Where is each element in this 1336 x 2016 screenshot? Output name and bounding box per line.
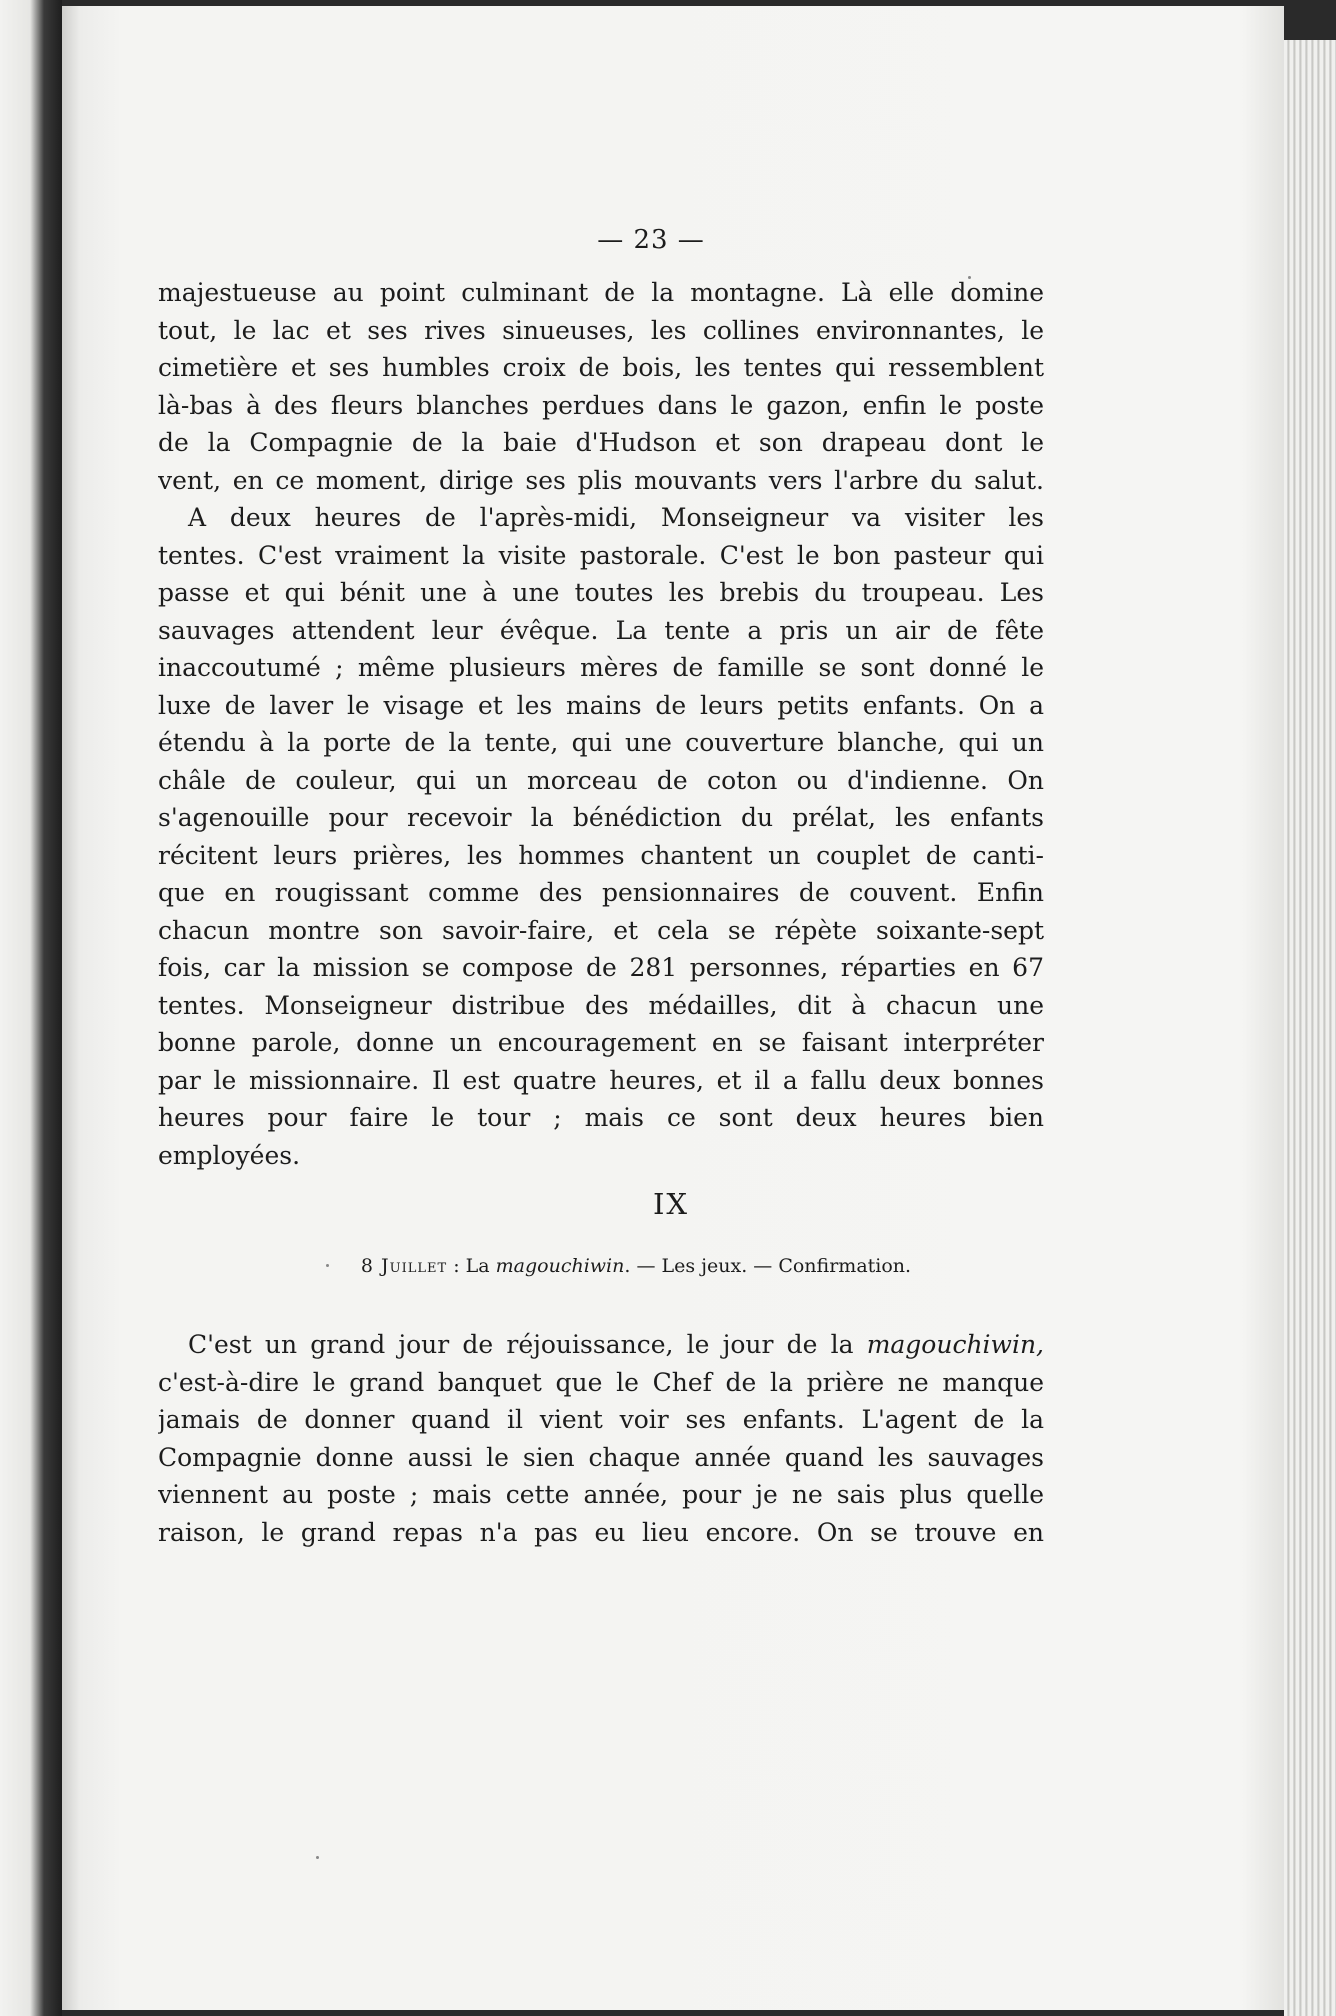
paragraph-1 [158,274,1044,499]
book-binding [0,0,62,2016]
text-line: que en rougissant comme des pensionnaires de couvent. Enfin [158,878,1044,907]
subtitle-date: 8 Juillet [360,1255,448,1277]
text-line: bonne parole, donne un encouragement en se faisant interpréter [158,1028,1044,1057]
text-line: majestueuse au point culminant de la montagne. Là elle domine [158,278,1044,307]
text-line: par le missionnaire. Il est quatre heures, et il a fallu deux bonnes [158,1065,1044,1095]
text-line: sauvages attendent leur évêque. La tente a pris un air de fête [158,615,1044,645]
text-line: heures pour faire le tour ; mais ce sont deux heures bien [158,1103,1044,1132]
text-line: vent, en ce moment, dirige ses plis mouvants vers l'arbre du salut. [158,465,1044,495]
text-line [158,1326,1044,1364]
subtitle-separator: : La [447,1255,496,1277]
text-line: jamais de donner quand il vient voir ses enfants. L'agent de la [158,1405,1044,1434]
page-speck [316,1856,319,1859]
paragraph-2 [158,499,1044,1174]
text-line: raison, le grand repas n'a pas eu lieu encore. On se trouve en [158,1517,1044,1547]
text-line: luxe de laver le visage et les mains de leurs petits enfants. On a [158,690,1044,720]
chapter-heading: IX [652,1187,690,1221]
text-line: viennent au poste ; mais cette année, pour je ne sais plus quelle [158,1480,1044,1509]
text-line-italic: magouchiwin, [866,1330,1044,1359]
page-text [158,220,1044,1551]
text-line: tentes. C'est vraiment la visite pastorale. C'est le bon pasteur qui [158,540,1044,570]
chapter-subtitle [228,1252,1044,1280]
text-line: c'est-à-dire le grand banquet que le Chef de la prière ne manque [158,1367,1044,1397]
text-line: cimetière et ses humbles croix de bois, les tentes qui ressemblent [158,353,1044,382]
text-line: employées. [158,1140,301,1170]
text-line: de la Compagnie de la baie d'Hudson et son drapeau dont le [158,428,1044,457]
text-line: récitent leurs prières, les hommes chantent un couplet de canti- [158,840,1044,870]
text-line: tout, le lac et ses rives sinueuses, les collines environnantes, le [158,315,1044,345]
text-line: fois, car la mission se compose de 281 personnes, réparties en 67 [158,953,1044,982]
subtitle-rest: . — Les jeux. — Confirmation. [624,1255,912,1277]
text-line: là-bas à des fleurs blanches perdues dans le gazon, enfin le poste [158,390,1044,420]
paragraph-3 [158,1326,1044,1551]
text-line: s'agenouille pour recevoir la bénédiction du prélat, les enfants [158,803,1044,832]
text-line: Compagnie donne aussi le sien chaque année quand les sauvages [158,1442,1044,1472]
text-line: tentes. Monseigneur distribue des médailles, dit à chacun une [158,990,1044,1020]
text-line: châle de couleur, qui un morceau de coton ou d'indienne. On [158,765,1044,795]
text-line: chacun montre son savoir-faire, et cela se répète soixante-sept [158,915,1044,945]
text-line: passe et qui bénit une à une toutes les brebis du troupeau. Les [158,578,1044,607]
text-line: inaccoutumé ; même plusieurs mères de famille se sont donné le [158,653,1044,682]
book-fore-edge [1284,40,1336,2016]
text-line: étendu à la porte de la tente, qui une couverture blanche, qui un [158,728,1044,757]
text-line-start: C'est un grand jour de réjouissance, le jour de la [188,1330,867,1359]
text-line: A deux heures de l'après-midi, Monseigneur va visiter les [188,503,1044,532]
page-number: — 23 — [597,225,705,255]
subtitle-italic-term: magouchiwin [495,1255,625,1277]
